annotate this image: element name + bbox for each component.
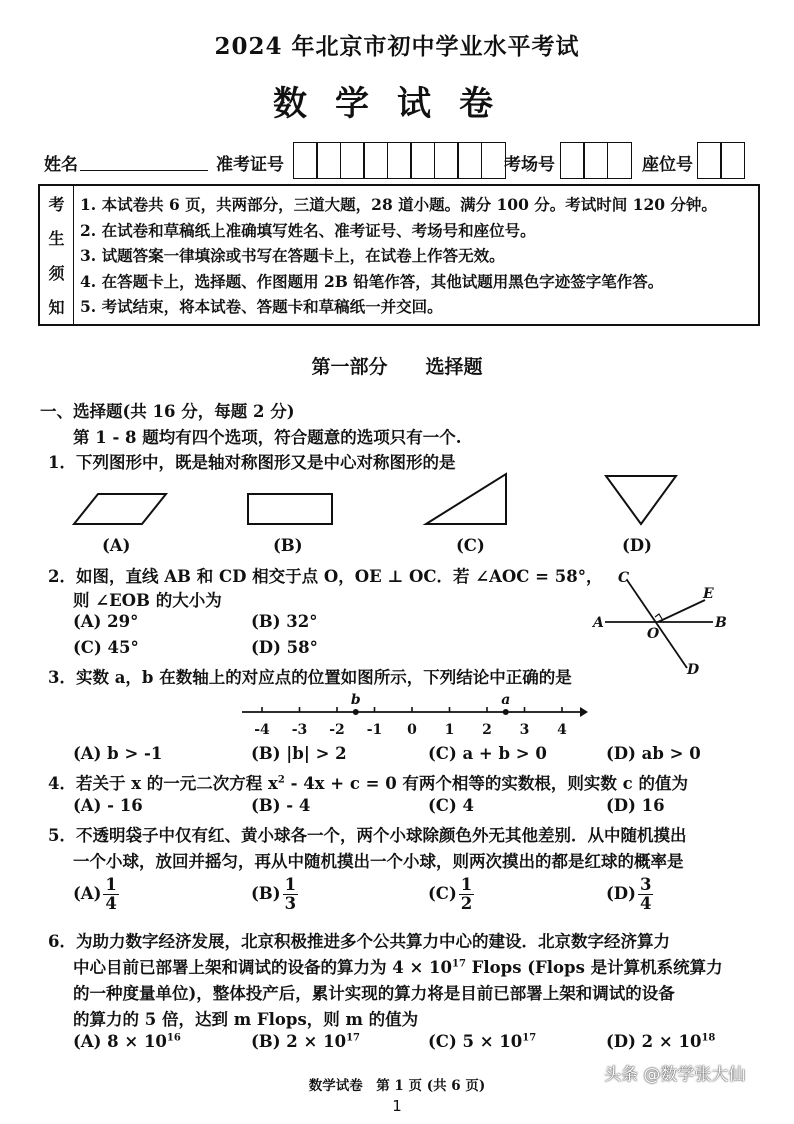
q3-option-a: (A) b > -1 <box>73 744 163 763</box>
notes-side-char: 须 <box>48 263 65 283</box>
q3-tick-label: -2 <box>329 722 345 738</box>
q3-option-b: (B) |b| > 2 <box>251 744 347 763</box>
q1-inverted-triangle <box>606 476 676 524</box>
q3-tick-label: -3 <box>291 722 308 738</box>
q4-stem <box>48 770 688 794</box>
q3-stem: 3．实数 a，b 在数轴上的对应点的位置如图所示，下列结论中正确的是 <box>48 668 572 687</box>
q3-tick-label: 0 <box>407 722 417 738</box>
q2-option-d: (D) 58° <box>251 638 318 657</box>
paper-title: 数学试卷 <box>273 84 521 124</box>
seat-boxes[interactable] <box>698 142 745 179</box>
q1-rectangle <box>248 494 332 524</box>
q6-option-a-text: (A) 8 × 10 <box>73 1032 167 1051</box>
q1-parallelogram <box>74 494 166 524</box>
exam-title: 2024 年北京市初中学业水平考试 <box>214 33 580 60</box>
notes-side-char: 知 <box>48 298 65 318</box>
q5-option-a <box>73 876 119 913</box>
q3-tick-label: 3 <box>519 722 530 738</box>
q5-option-a-den: 4 <box>105 894 117 913</box>
q2-label-b: B <box>715 615 727 631</box>
exam-id-boxes[interactable] <box>294 142 506 179</box>
page-number: 1 <box>392 1097 402 1115</box>
note-item: 1. 本试卷共 6 页，共两部分，三道大题，28 道小题。满分 100 分。考试时间 120 分钟。 <box>80 195 717 214</box>
q4-option-d: (D) 16 <box>606 796 665 815</box>
q5-option-d-num: 3 <box>639 875 652 894</box>
q4-option-a: (A) - 16 <box>73 796 143 815</box>
q6-option-c <box>428 1032 536 1051</box>
q6-option-b-sup: 17 <box>346 1032 360 1044</box>
q4-stem-pre: 4．若关于 x 的一元二次方程 x <box>48 774 278 793</box>
q6-line2-sup: 17 <box>452 958 466 970</box>
q3-point-b-label: b <box>350 692 361 708</box>
q6-line3: 的一种度量单位)，整体投产后，累计实现的算力将是目前已部署上架和调试的设备 <box>73 984 675 1003</box>
q6-option-a <box>73 1032 181 1051</box>
q5-option-c-label: (C) <box>428 884 457 903</box>
q2-option-c: (C) 45° <box>73 638 139 657</box>
q3-tick-label: 4 <box>557 722 567 738</box>
q2-stem-line1: 2．如图，直线 AB 和 CD 相交于点 O，OE ⊥ OC．若 ∠AOC = 58°， <box>48 567 603 586</box>
note-item: 5. 考试结束，将本试卷、答题卡和草稿纸一并交回。 <box>80 297 443 316</box>
notes-list <box>80 192 717 320</box>
room-label: 考场号 <box>504 155 555 175</box>
q6-option-b-text: (B) 2 × 10 <box>251 1032 347 1051</box>
seat-label: 座位号 <box>642 155 693 175</box>
section-title: 第一部分 选择题 <box>311 356 483 378</box>
q5-option-d-den: 4 <box>639 894 652 913</box>
q1-right-triangle <box>426 474 506 524</box>
q6-option-c-text: (C) 5 × 10 <box>428 1032 523 1051</box>
notes-side-char: 考 <box>48 194 65 214</box>
q2-label-e: E <box>703 586 714 602</box>
section-heading: 一、选择题(共 16 分，每题 2 分) <box>40 402 295 421</box>
q6-line2-pre: 中心目前已部署上架和调试的设备的算力为 4 × 10 <box>73 958 453 977</box>
q5-option-d <box>606 876 653 913</box>
q2-label-d: D <box>687 662 700 678</box>
q6-option-c-sup: 17 <box>522 1032 537 1044</box>
q6-line2 <box>73 954 723 978</box>
q6-line2-post: Flops (Flops 是计算机系统算力 <box>465 958 723 977</box>
q5-option-a-label: (A) <box>73 884 102 903</box>
q3-number-line <box>230 690 590 740</box>
q3-tick-label: -1 <box>366 722 383 738</box>
q1-label-a: (A) <box>102 536 131 555</box>
q5-stem-line1: 5．不透明袋子中仅有红、黄小球各一个，两个小球除颜色外无其他差别．从中随机摸出 <box>48 826 687 845</box>
q3-option-d: (D) ab > 0 <box>606 744 701 763</box>
q3-point-a <box>503 709 509 715</box>
q5-option-b-label: (B) <box>251 884 281 903</box>
q3-point-b <box>353 709 359 715</box>
q1-figures <box>60 470 700 532</box>
q2-stem-line2: 则 ∠EOB 的大小为 <box>73 591 222 610</box>
watermark: 头条 @数学张大仙 <box>604 1065 746 1085</box>
section-instruction: 第 1 - 8 题均有四个选项，符合题意的选项只有一个. <box>73 428 462 447</box>
q3-tick-label: -4 <box>254 722 270 738</box>
page-footer: 数学试卷 第 1 页 (共 6 页) <box>308 1078 486 1094</box>
q4-option-b: (B) - 4 <box>251 796 311 815</box>
note-item: 4. 在答题卡上，选择题、作图题用 2B 铅笔作答，其他试题用黑色字迹签字笔作答。 <box>80 271 664 291</box>
q3-tick-label: 1 <box>444 722 455 738</box>
q1-label-d: (D) <box>622 536 652 555</box>
q2-label-a: A <box>593 615 604 631</box>
q6-option-d-sup: 18 <box>701 1032 716 1044</box>
q5-option-c <box>428 876 474 913</box>
q6-line1: 6．为助力数字经济发展，北京积极推进多个公共算力中心的建设．北京数字经济算力 <box>48 932 670 951</box>
q2-option-a: (A) 29° <box>73 612 139 631</box>
note-item: 3. 试题答案一律填涂或书写在答题卡上，在试卷上作答无效。 <box>80 246 505 265</box>
q3-option-c: (C) a + b > 0 <box>428 744 547 763</box>
q4-stem-post: - 4x + c = 0 有两个相等的实数根，则实数 c 的值为 <box>284 774 688 793</box>
q5-option-c-num: 1 <box>460 875 473 894</box>
q5-option-d-label: (D) <box>606 884 636 903</box>
exam-id-label: 准考证号 <box>216 155 284 175</box>
q3-tick-label: 2 <box>482 722 492 738</box>
q6-option-d <box>606 1032 715 1051</box>
q5-option-b-num: 1 <box>284 875 297 894</box>
q5-option-c-den: 2 <box>460 894 473 913</box>
q6-option-a-sup: 16 <box>166 1032 181 1044</box>
q5-option-a-num: 1 <box>105 875 117 894</box>
q1-stem: 1．下列图形中，既是轴对称图形又是中心对称图形的是 <box>48 453 456 472</box>
q5-stem-line2: 一个小球，放回并摇匀，再从中随机摸出一个小球，则两次摸出的都是红球的概率是 <box>73 852 684 871</box>
q2-label-o: O <box>647 626 660 642</box>
notes-side-label <box>40 186 74 324</box>
q2-label-c: C <box>618 570 630 586</box>
q4-option-c: (C) 4 <box>428 796 474 815</box>
q1-label-c: (C) <box>456 536 485 555</box>
q2-figure <box>585 566 735 678</box>
q6-option-b <box>251 1032 360 1051</box>
q2-option-b: (B) 32° <box>251 612 318 631</box>
q6-option-d-text: (D) 2 × 10 <box>606 1032 702 1051</box>
q4-stem-sup: 2 <box>277 774 285 786</box>
q6-line4: 的算力的 5 倍，达到 m Flops，则 m 的值为 <box>73 1010 419 1029</box>
room-boxes[interactable] <box>561 142 632 179</box>
name-field[interactable] <box>80 170 208 171</box>
q1-label-b: (B) <box>273 536 303 555</box>
q5-option-b-den: 3 <box>284 894 297 913</box>
note-item: 2. 在试卷和草稿纸上准确填写姓名、准考证号、考场号和座位号。 <box>80 220 536 240</box>
q5-option-b <box>251 876 298 913</box>
name-label: 姓名 <box>44 155 78 175</box>
q3-point-a-label: a <box>501 692 511 708</box>
notes-side-char: 生 <box>48 229 65 249</box>
notes-box <box>38 184 760 326</box>
